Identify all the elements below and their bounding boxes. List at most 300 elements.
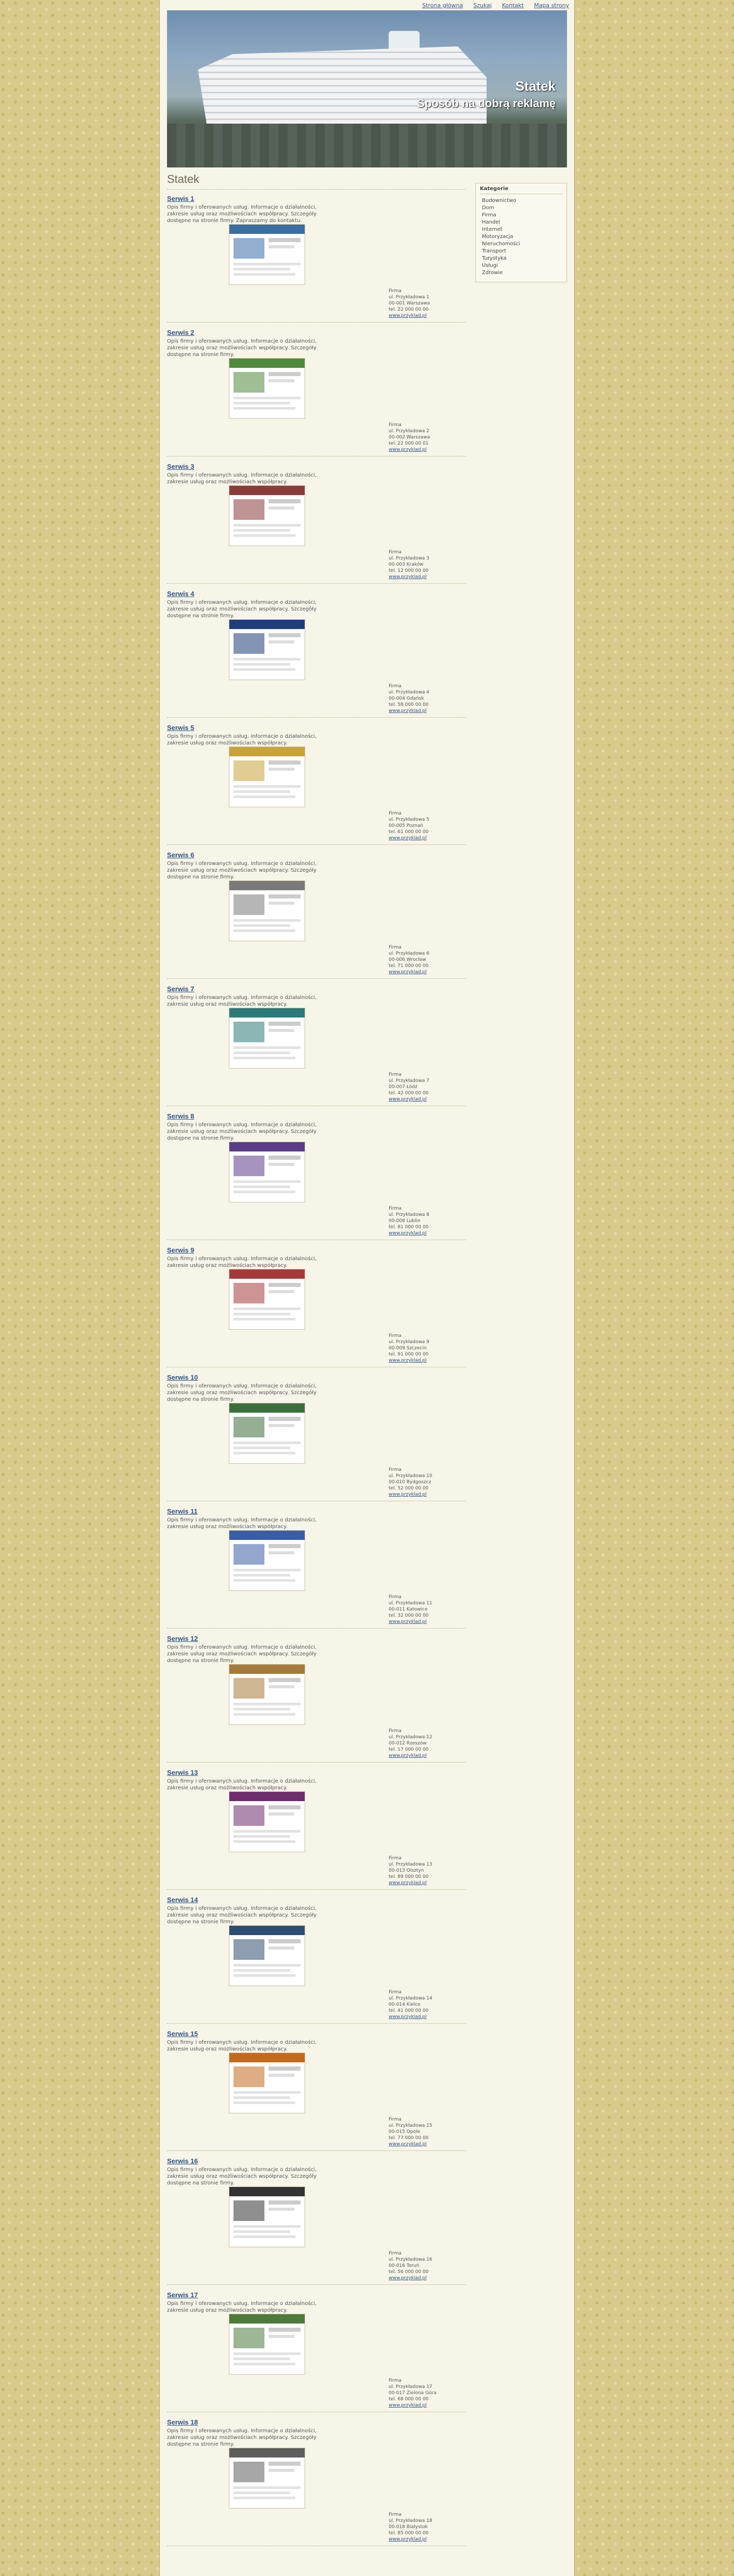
listing-item bbox=[167, 2030, 466, 2151]
thumbnail-text-line bbox=[233, 1703, 301, 1705]
thumbnail-text-line bbox=[233, 402, 290, 404]
listing-address bbox=[389, 1728, 466, 1759]
thumbnail-text-line bbox=[233, 1452, 295, 1454]
sidebar-category-link[interactable]: Zdrowie bbox=[482, 270, 503, 276]
sidebar-category-link[interactable]: Internet bbox=[482, 227, 503, 232]
thumbnail-image-block bbox=[233, 238, 264, 259]
thumbnail-text-line bbox=[269, 1939, 301, 1943]
listing-body bbox=[167, 994, 466, 1008]
listing-website-link[interactable]: www.przyklad.pl bbox=[389, 1880, 427, 1886]
address-line: 00-005 Poznań bbox=[389, 823, 423, 828]
thumbnail-text-line bbox=[233, 2230, 290, 2233]
thumbnail-text-line bbox=[269, 245, 294, 248]
thumbnail-text-line bbox=[269, 2200, 301, 2205]
address-line: tel. 56 000 00 00 bbox=[389, 2269, 429, 2275]
listing-title-link[interactable]: Serwis 16 bbox=[167, 2157, 198, 2165]
address-line: Firma bbox=[389, 2251, 402, 2256]
address-line: ul. Przykładowa 12 bbox=[389, 1735, 432, 1740]
listing-thumbnail[interactable] bbox=[229, 1791, 305, 1852]
listing-description: Opis firmy i oferowanych usług. Informacje o działalności, zakresie usług oraz możliwościach współpracy. bbox=[167, 472, 316, 485]
thumbnail-text-line bbox=[233, 668, 295, 671]
listing-title-link[interactable]: Serwis 15 bbox=[167, 2030, 198, 2038]
divider bbox=[167, 717, 466, 718]
thumbnail-text-line bbox=[269, 1685, 294, 1688]
thumbnail-text-line bbox=[269, 506, 294, 510]
address-line: ul. Przykładowa 3 bbox=[389, 556, 429, 561]
thumbnail-text-line bbox=[233, 663, 290, 666]
thumbnail-text-line bbox=[233, 1840, 295, 1843]
thumbnail-text-line bbox=[269, 1029, 294, 1032]
thumbnail-text-line bbox=[233, 2102, 295, 2104]
thumbnail-image-block bbox=[233, 1805, 264, 1826]
thumbnail-text-line bbox=[233, 534, 295, 537]
thumbnail-header-bar bbox=[229, 2053, 305, 2062]
listing-description: Opis firmy i oferowanych usług. Informacje o działalności, zakresie usług oraz możliwościach współpracy. Szczegóły dostępne na stronie firmy. bbox=[167, 1645, 316, 1664]
thumbnail-text-line bbox=[269, 2066, 301, 2071]
listing-website-link[interactable]: www.przyklad.pl bbox=[389, 2276, 427, 2281]
listing-body bbox=[167, 338, 466, 358]
listing-website-link[interactable]: www.przyklad.pl bbox=[389, 2014, 427, 2020]
sidebar-category-link[interactable]: Firma bbox=[482, 212, 496, 218]
sidebar-category-link[interactable]: Budownictwo bbox=[482, 198, 516, 204]
address-line: 00-006 Wrocław bbox=[389, 957, 426, 962]
address-line: 00-012 Rzeszów bbox=[389, 1741, 427, 1746]
thumbnail-header-bar bbox=[229, 1008, 305, 1018]
listing-item bbox=[167, 1112, 466, 1240]
listing-description: Opis firmy i oferowanych usług. Informacje o działalności, zakresie usług oraz możliwościach współpracy. bbox=[167, 1256, 316, 1268]
address-line: 00-004 Gdańsk bbox=[389, 696, 424, 701]
listing-item bbox=[167, 590, 466, 718]
listing-title-link[interactable]: Serwis 13 bbox=[167, 1769, 198, 1776]
thumbnail-header-bar bbox=[229, 486, 305, 495]
thumbnail-text-line bbox=[233, 2225, 301, 2228]
address-line: Firma bbox=[389, 811, 402, 816]
thumbnail-image-block bbox=[233, 760, 264, 781]
listing-description: Opis firmy i oferowanych usług. Informacje o działalności, zakresie usług oraz możliwościach współpracy. Szczegóły dostępne na stronie firmy. bbox=[167, 1906, 316, 1925]
address-line: ul. Przykładowa 2 bbox=[389, 429, 429, 434]
listing-title-link[interactable]: Serwis 5 bbox=[167, 724, 194, 732]
address-line: ul. Przykładowa 16 bbox=[389, 2257, 432, 2262]
listing-body bbox=[167, 2039, 466, 2053]
divider bbox=[167, 2150, 466, 2151]
listing-thumbnail[interactable] bbox=[229, 747, 305, 807]
address-line: Firma bbox=[389, 1072, 402, 1077]
listing-description: Opis firmy i oferowanych usług. Informacje o działalności, zakresie usług oraz możliwościach współpracy. bbox=[167, 2301, 316, 2313]
address-line: ul. Przykładowa 9 bbox=[389, 1340, 429, 1345]
sidebar-category-link[interactable]: Turystyka bbox=[482, 256, 507, 261]
thumbnail-text-line bbox=[233, 924, 290, 927]
divider bbox=[167, 844, 466, 845]
listing-description: Opis firmy i oferowanych usług. Informacje o działalności, zakresie usług oraz możliwościach współpracy. Szczegóły dostępne na stronie firmy. bbox=[167, 2167, 316, 2186]
listing-body bbox=[167, 1778, 466, 1791]
thumbnail-header-bar bbox=[229, 1531, 305, 1540]
listing-item bbox=[167, 1246, 466, 1367]
address-line: Firma bbox=[389, 684, 402, 689]
listing-body bbox=[167, 204, 466, 224]
listing-title-link[interactable]: Serwis 2 bbox=[167, 329, 194, 336]
main-column bbox=[167, 173, 466, 2552]
thumbnail-text-line bbox=[233, 1046, 301, 1049]
thumbnail-text-line bbox=[233, 2363, 295, 2365]
thumbnail-text-line bbox=[233, 1574, 290, 1577]
address-line: tel. 68 000 00 00 bbox=[389, 2397, 429, 2402]
thumbnail-text-line bbox=[269, 1812, 294, 1816]
thumbnail-text-line bbox=[269, 238, 301, 242]
listing-title-link[interactable]: Serwis 12 bbox=[167, 1635, 198, 1642]
cruise-ship-image bbox=[198, 46, 487, 124]
thumbnail-image-block bbox=[233, 1283, 264, 1303]
divider bbox=[167, 978, 466, 979]
listing-thumbnail[interactable] bbox=[229, 2448, 305, 2509]
listing-thumbnail[interactable] bbox=[229, 1925, 305, 1986]
thumbnail-image-block bbox=[233, 2200, 264, 2221]
thumbnail-header-bar bbox=[229, 359, 305, 368]
listing-title-link[interactable]: Serwis 9 bbox=[167, 1246, 194, 1254]
thumbnail-text-line bbox=[269, 1544, 301, 1548]
content-area bbox=[167, 173, 567, 2552]
listing-item bbox=[167, 463, 466, 584]
listing-address bbox=[389, 1206, 466, 1236]
thumbnail-header-bar bbox=[229, 1926, 305, 1935]
thumbnail-text-line bbox=[233, 1180, 301, 1183]
nav-link-sitemap[interactable]: Mapa strony bbox=[534, 2, 569, 9]
thumbnail-text-line bbox=[233, 529, 290, 532]
thumbnail-text-line bbox=[233, 1191, 295, 1193]
address-line: 00-015 Opole bbox=[389, 2129, 421, 2134]
thumbnail-image-block bbox=[233, 372, 264, 393]
listing-body bbox=[167, 472, 466, 485]
thumbnail-text-line bbox=[233, 397, 301, 399]
address-line: ul. Przykładowa 5 bbox=[389, 817, 429, 822]
thumbnail-text-line bbox=[233, 785, 301, 788]
listing-thumbnail[interactable] bbox=[229, 485, 305, 546]
thumbnail-text-line bbox=[233, 1442, 301, 1444]
thumbnail-header-bar bbox=[229, 2187, 305, 2196]
listing-website-link[interactable]: www.przyklad.pl bbox=[389, 708, 427, 714]
address-line: 00-017 Zielona Góra bbox=[389, 2391, 437, 2396]
address-line: Firma bbox=[389, 945, 402, 950]
thumbnail-text-line bbox=[233, 2486, 301, 2489]
listing-title-link[interactable]: Serwis 14 bbox=[167, 1896, 198, 1904]
listing-address bbox=[389, 2116, 466, 2147]
thumbnail-text-line bbox=[269, 2208, 294, 2211]
address-line: 00-003 Kraków bbox=[389, 562, 424, 567]
thumbnail-text-line bbox=[233, 795, 295, 798]
listing-address bbox=[389, 2378, 466, 2409]
listing-address bbox=[389, 422, 466, 453]
thumbnail-text-line bbox=[233, 929, 295, 932]
thumbnail-text-line bbox=[269, 1290, 294, 1293]
thumbnail-image-block bbox=[233, 2066, 264, 2087]
divider bbox=[167, 322, 466, 323]
thumbnail-text-line bbox=[269, 499, 301, 503]
sidebar-category-link[interactable]: Transport bbox=[482, 248, 506, 254]
listing-address bbox=[389, 1989, 466, 2020]
thumbnail-text-line bbox=[269, 760, 301, 765]
thumbnail-text-line bbox=[269, 768, 294, 771]
listing-website-link[interactable]: www.przyklad.pl bbox=[389, 1619, 427, 1624]
address-line: 00-002 Warszawa bbox=[389, 435, 430, 440]
listings bbox=[167, 195, 466, 2546]
listing-address bbox=[389, 1072, 466, 1103]
thumbnail-image-block bbox=[233, 1544, 264, 1565]
category-list bbox=[480, 197, 562, 277]
listing-item bbox=[167, 851, 466, 979]
thumbnail-text-line bbox=[233, 1579, 295, 1582]
divider bbox=[167, 1889, 466, 1890]
listing-body bbox=[167, 1905, 466, 1925]
listing-thumbnail[interactable] bbox=[229, 2187, 305, 2247]
thumbnail-text-line bbox=[269, 379, 294, 382]
listing-website-link[interactable]: www.przyklad.pl bbox=[389, 2403, 427, 2408]
thumbnail-header-bar bbox=[229, 2448, 305, 2458]
nav-link-home[interactable]: Strona główna bbox=[422, 2, 463, 9]
listing-website-link[interactable]: www.przyklad.pl bbox=[389, 2537, 427, 2542]
thumbnail-text-line bbox=[233, 263, 301, 265]
thumbnail-text-line bbox=[269, 372, 301, 376]
thumbnail-text-line bbox=[233, 1185, 290, 1188]
thumbnail-text-line bbox=[269, 2335, 294, 2338]
listing-description: Opis firmy i oferowanych usług. Informacje o działalności, zakresie usług oraz możliwościach współpracy. bbox=[167, 995, 316, 1007]
thumbnail-image-block bbox=[233, 1156, 264, 1176]
listing-website-link[interactable]: www.przyklad.pl bbox=[389, 836, 427, 841]
listing-title-link[interactable]: Serwis 11 bbox=[167, 1507, 198, 1515]
nav-link-search[interactable]: Szukaj bbox=[473, 2, 492, 9]
address-line: 00-010 Bydgoszcz bbox=[389, 1480, 431, 1485]
sidebar-category-link[interactable]: Usługi bbox=[482, 263, 498, 268]
sidebar-category-link[interactable]: Dom bbox=[482, 205, 494, 211]
address-line: 00-009 Szczecin bbox=[389, 1346, 427, 1351]
thumbnail-text-line bbox=[233, 1313, 290, 1315]
listing-thumbnail[interactable] bbox=[229, 358, 305, 419]
thumbnail-image-block bbox=[233, 894, 264, 915]
header-banner bbox=[167, 10, 567, 167]
address-line: tel. 41 000 00 00 bbox=[389, 2008, 429, 2013]
listing-website-link[interactable]: www.przyklad.pl bbox=[389, 1231, 427, 1236]
listing-website-link[interactable]: www.przyklad.pl bbox=[389, 313, 427, 318]
listing-body bbox=[167, 1517, 466, 1530]
listing-description: Opis firmy i oferowanych usług. Informacje o działalności, zakresie usług oraz możliwościach współpracy. bbox=[167, 1517, 316, 1530]
listing-description: Opis firmy i oferowanych usług. Informacje o działalności, zakresie usług oraz możliwościach współpracy. bbox=[167, 734, 316, 746]
listing-thumbnail[interactable] bbox=[229, 1403, 305, 1464]
thumbnail-text-line bbox=[233, 2235, 295, 2238]
thumbnail-text-line bbox=[233, 1830, 301, 1833]
thumbnail-text-line bbox=[269, 2462, 301, 2466]
address-line: Firma bbox=[389, 1206, 402, 1211]
listing-thumbnail[interactable] bbox=[229, 2314, 305, 2375]
address-line: Firma bbox=[389, 1333, 402, 1338]
nav-link-contact[interactable]: Kontakt bbox=[502, 2, 524, 9]
listing-thumbnail[interactable] bbox=[229, 880, 305, 941]
listing-thumbnail[interactable] bbox=[229, 1142, 305, 1202]
thumbnail-text-line bbox=[269, 1424, 294, 1427]
address-line: 00-011 Katowice bbox=[389, 1607, 428, 1612]
address-line: 00-008 Lublin bbox=[389, 1218, 421, 1224]
address-line: 00-001 Warszawa bbox=[389, 301, 430, 306]
listing-website-link[interactable]: www.przyklad.pl bbox=[389, 1097, 427, 1102]
address-line: Firma bbox=[389, 1728, 402, 1734]
listing-body bbox=[167, 860, 466, 880]
listing-body bbox=[167, 2300, 466, 2314]
address-line: Firma bbox=[389, 422, 402, 428]
address-line: Firma bbox=[389, 1467, 402, 1472]
address-line: tel. 77 000 00 00 bbox=[389, 2136, 429, 2141]
listing-thumbnail[interactable] bbox=[229, 224, 305, 285]
thumbnail-text-line bbox=[233, 2497, 295, 2499]
thumbnail-text-line bbox=[233, 2492, 290, 2494]
listing-title-link[interactable]: Serwis 6 bbox=[167, 851, 194, 859]
listing-thumbnail[interactable] bbox=[229, 619, 305, 680]
address-line: ul. Przykładowa 17 bbox=[389, 2384, 432, 2389]
address-line: tel. 85 000 00 00 bbox=[389, 2531, 429, 2536]
listing-item bbox=[167, 1374, 466, 1501]
thumbnail-text-line bbox=[269, 2328, 301, 2332]
address-line: 00-016 Toruń bbox=[389, 2263, 420, 2268]
address-line: tel. 61 000 00 00 bbox=[389, 829, 429, 835]
address-line: tel. 58 000 00 00 bbox=[389, 702, 429, 707]
listing-title-link[interactable]: Serwis 8 bbox=[167, 1112, 194, 1120]
listing-website-link[interactable]: www.przyklad.pl bbox=[389, 574, 427, 580]
listing-description: Opis firmy i oferowanych usług. Informacje o działalności, zakresie usług oraz możliwościach współpracy. Szczegóły dostępne na stronie firmy. bbox=[167, 1122, 316, 1141]
listing-description: Opis firmy i oferowanych usług. Informacje o działalności, zakresie usług oraz możliwościach współpracy. bbox=[167, 2040, 316, 2052]
site-title: Statek bbox=[515, 78, 556, 94]
thumbnail-image-block bbox=[233, 1939, 264, 1960]
listing-website-link[interactable]: www.przyklad.pl bbox=[389, 1492, 427, 1497]
thumbnail-text-line bbox=[269, 1283, 301, 1287]
listing-address bbox=[389, 1467, 466, 1498]
thumbnail-text-line bbox=[233, 1308, 301, 1310]
address-line: ul. Przykładowa 13 bbox=[389, 1862, 432, 1867]
listing-title-link[interactable]: Serwis 7 bbox=[167, 985, 194, 993]
address-line: tel. 52 000 00 00 bbox=[389, 1486, 429, 1491]
thumbnail-image-block bbox=[233, 1678, 264, 1699]
listing-website-link[interactable]: www.przyklad.pl bbox=[389, 1753, 427, 1758]
listing-item bbox=[167, 1635, 466, 1762]
address-line: Firma bbox=[389, 2512, 402, 2517]
listing-item bbox=[167, 724, 466, 845]
dock-shape bbox=[167, 124, 567, 167]
address-line: 00-014 Kielce bbox=[389, 2002, 421, 2007]
thumbnail-header-bar bbox=[229, 881, 305, 890]
listing-website-link[interactable]: www.przyklad.pl bbox=[389, 447, 427, 452]
thumbnail-image-block bbox=[233, 1022, 264, 1042]
thumbnail-text-line bbox=[233, 1969, 290, 1972]
address-line: Firma bbox=[389, 1595, 402, 1600]
listing-body bbox=[167, 1122, 466, 1142]
thumbnail-text-line bbox=[233, 2096, 290, 2099]
thumbnail-header-bar bbox=[229, 1792, 305, 1801]
thumbnail-text-line bbox=[269, 633, 301, 637]
thumbnail-header-bar bbox=[229, 2314, 305, 2324]
thumbnail-text-line bbox=[269, 1946, 294, 1950]
thumbnail-text-line bbox=[233, 1057, 295, 1059]
address-line: tel. 12 000 00 00 bbox=[389, 568, 429, 573]
listing-title-link[interactable]: Serwis 1 bbox=[167, 195, 194, 202]
listing-description: Opis firmy i oferowanych usług. Informacje o działalności, zakresie usług oraz możliwościach współpracy. Szczegóły dostępne na stronie firmy. bbox=[167, 1383, 316, 1402]
address-line: ul. Przykładowa 10 bbox=[389, 1473, 432, 1479]
listing-address bbox=[389, 1333, 466, 1364]
address-line: Firma bbox=[389, 550, 402, 555]
listing-website-link[interactable]: www.przyklad.pl bbox=[389, 2142, 427, 2147]
thumbnail-header-bar bbox=[229, 1403, 305, 1413]
address-line: ul. Przykładowa 8 bbox=[389, 1212, 429, 1217]
address-line: Firma bbox=[389, 1990, 402, 1995]
listing-thumbnail[interactable] bbox=[229, 1008, 305, 1069]
listing-item bbox=[167, 1507, 466, 1629]
listing-website-link[interactable]: www.przyklad.pl bbox=[389, 1358, 427, 1363]
listing-description: Opis firmy i oferowanych usług. Informacje o działalności, zakresie usług oraz możliwościach współpracy. Szczegóły dostępne na stronie firmy. bbox=[167, 600, 316, 619]
listing-item bbox=[167, 329, 466, 456]
thumbnail-text-line bbox=[269, 1156, 301, 1160]
listing-address bbox=[389, 2512, 466, 2543]
listing-thumbnail[interactable] bbox=[229, 2053, 305, 2113]
address-line: tel. 71 000 00 00 bbox=[389, 963, 429, 969]
address-line: Firma bbox=[389, 2378, 402, 2383]
thumbnail-text-line bbox=[233, 2091, 301, 2094]
listing-thumbnail[interactable] bbox=[229, 1530, 305, 1591]
address-line: tel. 32 000 00 00 bbox=[389, 1613, 429, 1618]
listing-title-link[interactable]: Serwis 4 bbox=[167, 590, 194, 598]
sidebar-category-link[interactable]: Nieruchomości bbox=[482, 241, 521, 247]
address-line: 00-013 Olsztyn bbox=[389, 1868, 424, 1873]
thumbnail-text-line bbox=[233, 1318, 295, 1320]
sidebar-category-link[interactable]: Motoryzacja bbox=[482, 234, 513, 240]
listing-title-link[interactable]: Serwis 10 bbox=[167, 1374, 198, 1381]
address-line: ul. Przykładowa 14 bbox=[389, 1996, 432, 2001]
listing-item bbox=[167, 2418, 466, 2546]
listing-description: Opis firmy i oferowanych usług. Informacje o działalności, zakresie usług oraz możliwościach współpracy. Szczegóły dostępne na stronie firmy. Zapraszamy do kontaktu. bbox=[167, 205, 316, 224]
thumbnail-text-line bbox=[233, 1713, 295, 1716]
listing-title-link[interactable]: Serwis 18 bbox=[167, 2418, 198, 2426]
listing-thumbnail[interactable] bbox=[229, 1269, 305, 1330]
address-line: tel. 42 000 00 00 bbox=[389, 1091, 429, 1096]
thumbnail-header-bar bbox=[229, 1142, 305, 1151]
address-line: ul. Przykładowa 1 bbox=[389, 295, 429, 300]
thumbnail-text-line bbox=[233, 1835, 290, 1838]
thumbnail-text-line bbox=[233, 268, 290, 270]
listing-body bbox=[167, 1383, 466, 1403]
site-subtitle: Sposób na dobrą reklamę bbox=[417, 97, 556, 110]
address-line: tel. 91 000 00 00 bbox=[389, 1352, 429, 1357]
address-line: tel. 22 000 00 00 bbox=[389, 307, 429, 312]
listing-body bbox=[167, 1644, 466, 1664]
thumbnail-text-line bbox=[269, 1805, 301, 1809]
listing-body bbox=[167, 2428, 466, 2448]
listing-description: Opis firmy i oferowanych usług. Informacje o działalności, zakresie usług oraz możliwościach współpracy. Szczegóły dostępne na stronie firmy. bbox=[167, 861, 316, 880]
thumbnail-text-line bbox=[233, 790, 290, 793]
listing-item bbox=[167, 2157, 466, 2285]
address-line: tel. 22 000 00 01 bbox=[389, 441, 429, 446]
divider bbox=[167, 1628, 466, 1629]
listing-address bbox=[389, 549, 466, 580]
listing-website-link[interactable]: www.przyklad.pl bbox=[389, 970, 427, 975]
thumbnail-header-bar bbox=[229, 1665, 305, 1674]
thumbnail-text-line bbox=[269, 1678, 301, 1682]
listing-body bbox=[167, 2166, 466, 2187]
listing-body bbox=[167, 1256, 466, 1269]
thumbnail-text-line bbox=[269, 2469, 294, 2472]
listing-description: Opis firmy i oferowanych usług. Informacje o działalności, zakresie usług oraz możliwościach współpracy. Szczegóły dostępne na stronie firmy. bbox=[167, 2428, 316, 2447]
listing-title-link[interactable]: Serwis 17 bbox=[167, 2291, 198, 2299]
address-line: ul. Przykładowa 7 bbox=[389, 1078, 429, 1083]
listing-body bbox=[167, 599, 466, 619]
thumbnail-text-line bbox=[269, 894, 301, 899]
sidebar-category-link[interactable]: Handel bbox=[482, 219, 501, 225]
thumbnail-text-line bbox=[233, 919, 301, 922]
thumbnail-header-bar bbox=[229, 620, 305, 629]
listing-title-link[interactable]: Serwis 3 bbox=[167, 463, 194, 470]
listing-thumbnail[interactable] bbox=[229, 1664, 305, 1725]
